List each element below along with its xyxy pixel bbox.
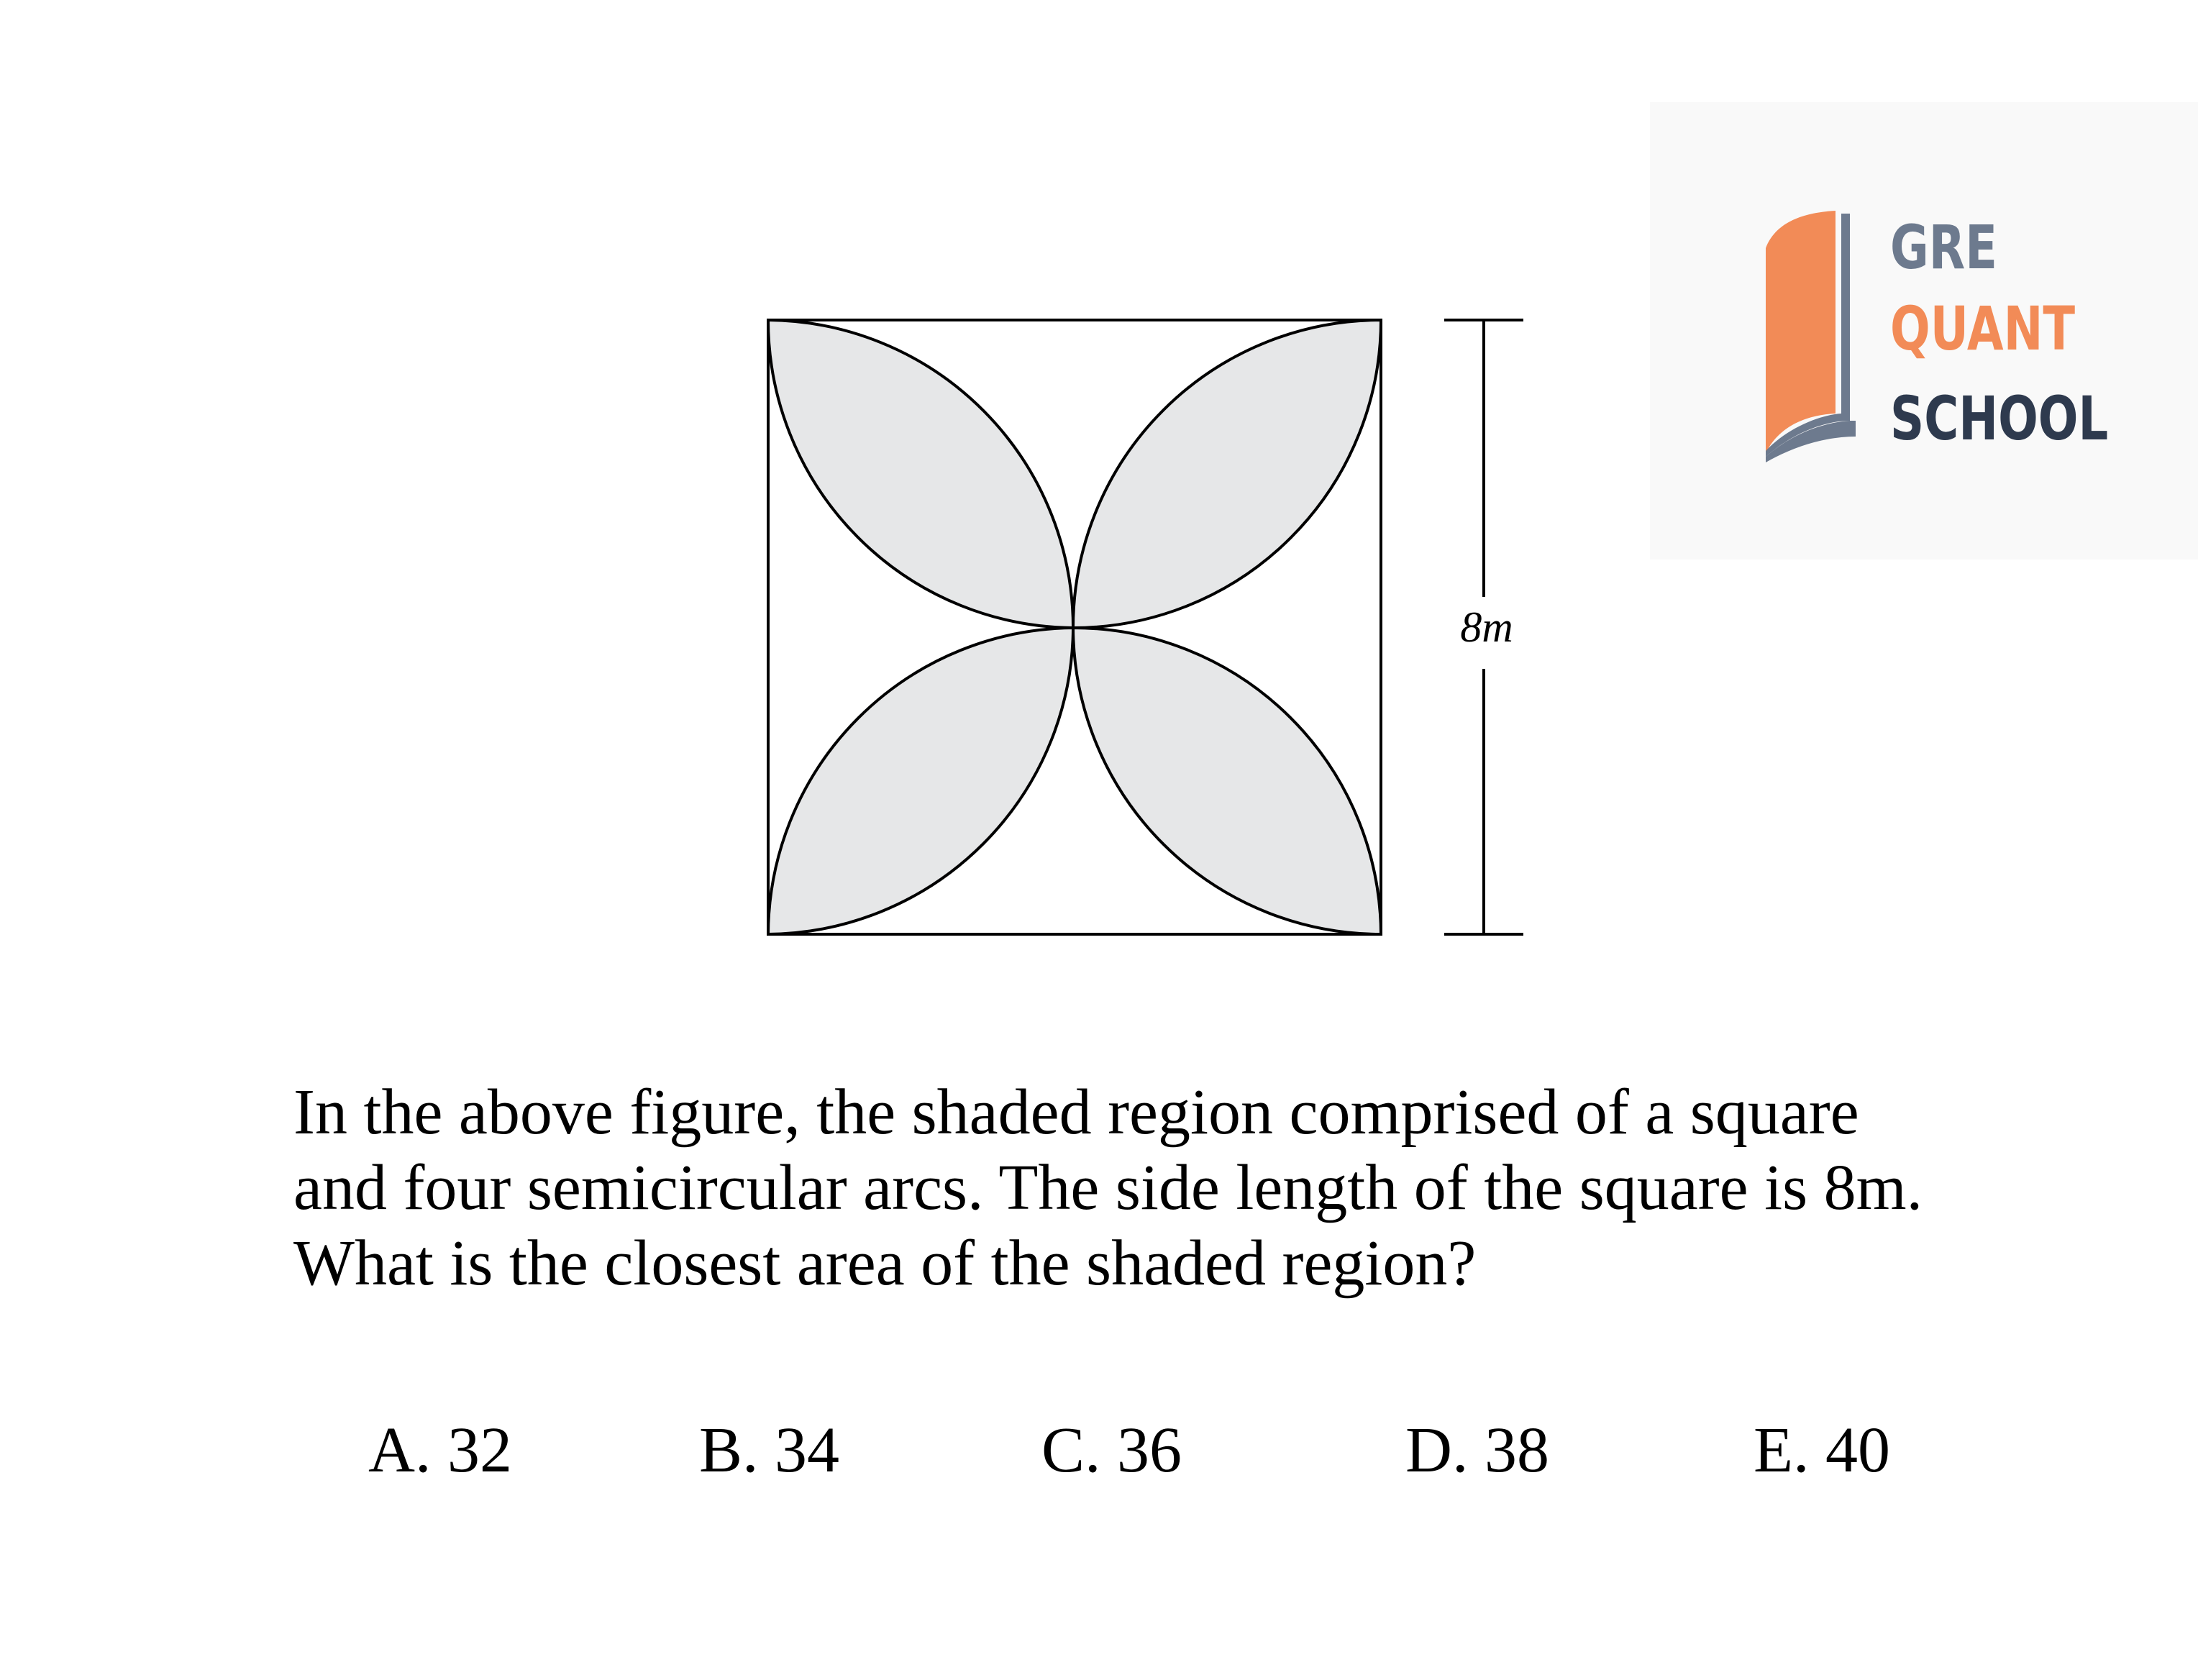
dimension-label: 8m xyxy=(1460,603,1513,651)
question-line-2: and four semicircular arcs. The side length of the square is 8m. xyxy=(293,1152,1923,1223)
book-logo-icon xyxy=(1755,205,1892,464)
leaf-top-left xyxy=(768,320,1073,628)
answer-choice-d[interactable]: D. 38 xyxy=(1405,1415,1549,1486)
answer-choice-e[interactable]: E. 40 xyxy=(1754,1415,1890,1486)
answer-choice-b[interactable]: B. 34 xyxy=(699,1415,840,1486)
leaf-top-right xyxy=(1073,320,1381,628)
logo-text-school: SCHOOL xyxy=(1890,383,2109,454)
shaded-leaves xyxy=(768,320,1381,934)
geometry-figure xyxy=(748,302,1561,949)
answer-choice-a[interactable]: A. 32 xyxy=(368,1415,512,1486)
leaf-bottom-left xyxy=(768,628,1073,934)
logo-text-gre: GRE xyxy=(1890,212,1997,283)
question-text xyxy=(293,1074,2092,1301)
leaf-bottom-right xyxy=(1073,628,1381,934)
logo-text-quant: QUANT xyxy=(1890,293,2076,364)
answer-choice-c[interactable]: C. 36 xyxy=(1041,1415,1182,1486)
question-line-3: What is the closest area of the shaded region? xyxy=(293,1228,1477,1299)
question-line-1: In the above figure, the shaded region comprised of a square xyxy=(293,1077,1859,1148)
